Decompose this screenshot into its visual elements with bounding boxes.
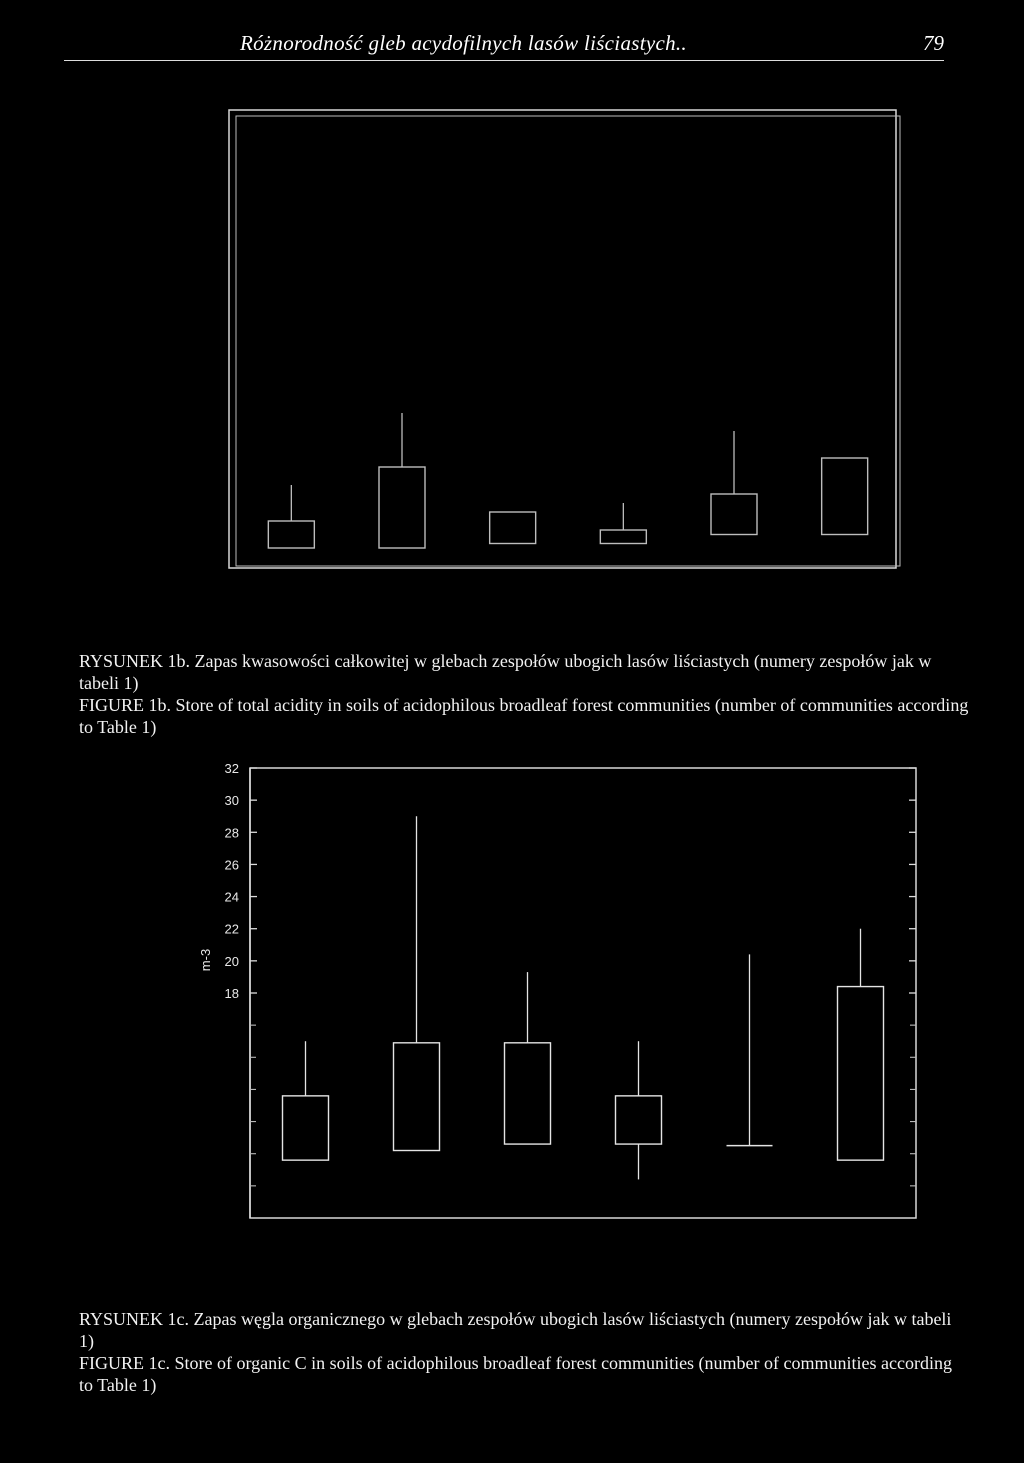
box-iqr: [283, 1096, 329, 1160]
y-tick-label: 32: [224, 761, 239, 776]
y-tick-label: 18: [224, 986, 239, 1001]
box-iqr: [838, 987, 884, 1161]
box-2: [379, 413, 425, 548]
box-iqr: [600, 530, 646, 544]
y-tick-label: 28: [224, 825, 239, 841]
figure-1c-caption-en: FIGURE 1c. Store of organic C in soils of acidophilous broadleaf forest communities (number of communities according to Table 1): [79, 1353, 952, 1395]
figure-1b-plot: [268, 413, 867, 548]
figure-1b-frame-inner: [236, 116, 900, 566]
box-iqr: [616, 1096, 662, 1144]
figure-1b: [229, 110, 900, 568]
y-tick-label: 22: [224, 921, 239, 937]
figure-1c-caption-pl: RYSUNEK 1c. Zapas węgla organicznego w glebach zespołów ubogich lasów liściastych (numery zespołów jak w tabeli 1): [79, 1309, 952, 1351]
box-5: [711, 431, 757, 535]
box-iqr: [505, 1043, 551, 1144]
page-number: 79: [923, 31, 944, 55]
box-6: [822, 458, 868, 535]
figure-1c-caption: [79, 1308, 969, 1396]
figure-1c-plot: [283, 816, 884, 1179]
figure-1b-caption-en: FIGURE 1b. Store of total acidity in soils of acidophilous broadleaf forest communities (number of communities according to Table 1): [79, 695, 969, 737]
figure-1b-frame-outer: [229, 110, 896, 568]
box-4: [600, 503, 646, 544]
y-tick-label: 26: [224, 857, 239, 873]
box-2: [394, 816, 440, 1150]
box-iqr: [711, 494, 757, 535]
y-tick-label: 30: [224, 793, 239, 809]
box-3: [505, 972, 551, 1144]
box-6: [838, 929, 884, 1160]
box-iqr: [379, 467, 425, 548]
box-iqr: [268, 521, 314, 548]
box-iqr: [822, 458, 868, 535]
box-iqr: [394, 1043, 440, 1151]
figure-1b-caption-pl: RYSUNEK 1b. Zapas kwasowości całkowitej w glebach zespołów ubogich lasów liściastych (numery zespołów jak w tabeli 1): [79, 651, 932, 693]
y-tick-label: 20: [224, 953, 239, 969]
box-4: [616, 1041, 662, 1179]
running-title: Różnorodność gleb acydofilnych lasów liściastych..: [240, 31, 687, 55]
figure-1c: [198, 761, 916, 1218]
figure-1b-caption: [79, 650, 969, 738]
figure-1c-y-axis-unit: m-3: [198, 948, 213, 972]
box-1: [268, 485, 314, 548]
box-3: [490, 512, 536, 544]
figure-1c-frame: [250, 768, 916, 1218]
box-iqr: [490, 512, 536, 544]
y-tick-label: 24: [224, 889, 239, 905]
box-1: [283, 1041, 329, 1160]
box-5: [727, 954, 773, 1145]
